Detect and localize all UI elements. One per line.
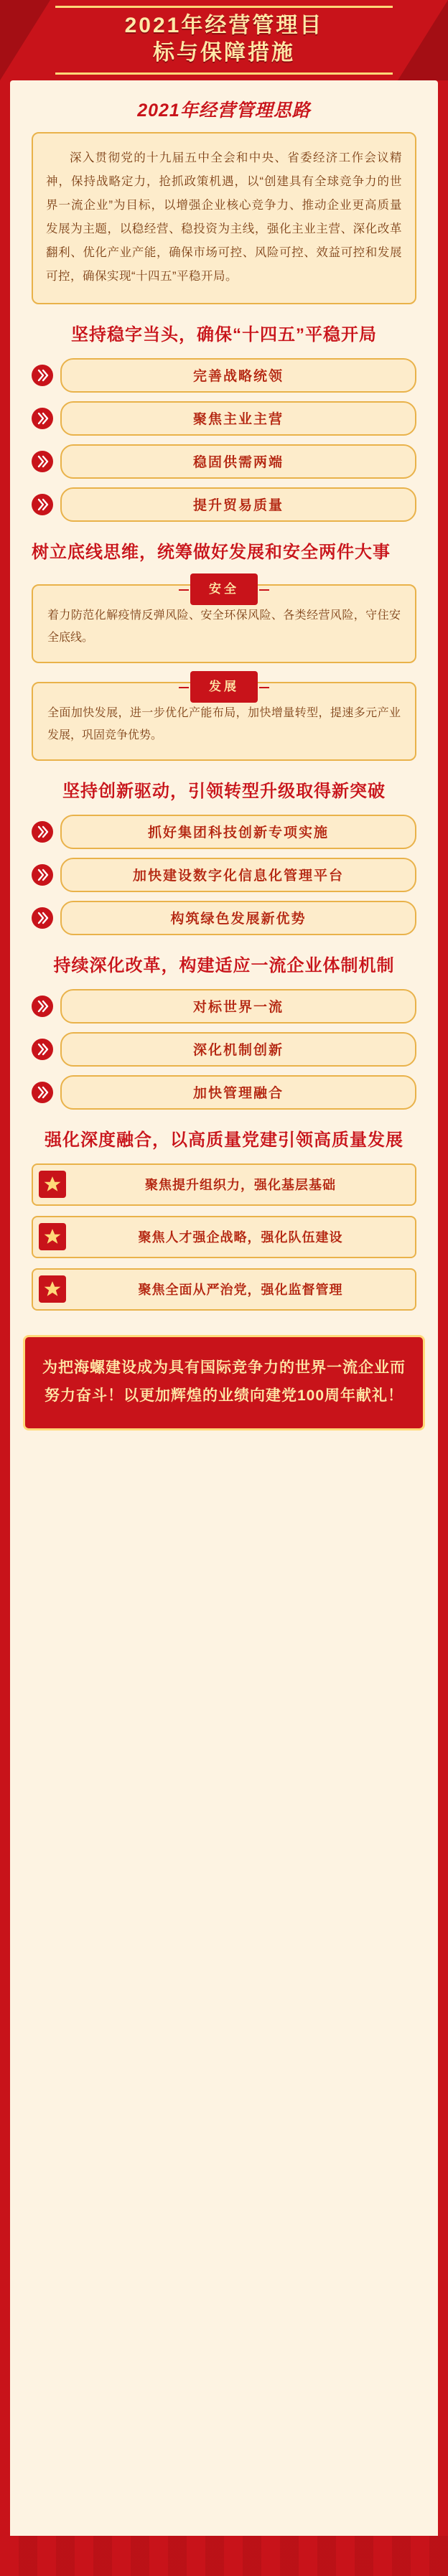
poster-header <box>0 0 448 80</box>
list-item[interactable] <box>32 444 416 479</box>
content-panel <box>10 80 438 2542</box>
thought-heading: 2021年经营管理思路 <box>137 100 311 121</box>
list-item-label: 对标世界一流 <box>60 989 416 1024</box>
star-icon <box>43 1175 62 1194</box>
list-item[interactable] <box>32 901 416 935</box>
section-4-title: 持续深化改革，构建适应一流企业体制机制 <box>53 956 395 976</box>
tagbox-safety-body: 着力防范化解疫情反弹风险、安全环保风险、各类经营风险，守住安全底线。 <box>47 609 401 644</box>
star-badge <box>39 1275 66 1303</box>
list-item[interactable] <box>32 989 416 1024</box>
list-item[interactable] <box>32 858 416 892</box>
section-4 <box>10 954 438 1110</box>
list-item-label: 构筑绿色发展新优势 <box>60 901 416 935</box>
list-item-label: 聚焦全面从严治党，强化监督管理 <box>138 1282 343 1297</box>
list-item[interactable] <box>32 358 416 393</box>
star-icon <box>43 1227 62 1246</box>
page-title <box>55 6 393 75</box>
tagbox-development-body: 全面加快发展，进一步优化产能布局，加快增量转型，提速多元产业发展，巩固竞争优势。 <box>47 706 401 742</box>
tagbox-safety <box>32 581 416 663</box>
list-item[interactable] <box>32 1075 416 1110</box>
list-item-label: 加快建设数字化信息化管理平台 <box>60 858 416 892</box>
double-chevron-right-icon <box>32 408 53 429</box>
list-item[interactable] <box>32 401 416 436</box>
list-item-label: 聚焦主业主营 <box>60 401 416 436</box>
list-item[interactable] <box>32 1163 416 1206</box>
header-corner-right <box>398 0 448 80</box>
list-item[interactable] <box>32 487 416 522</box>
double-chevron-right-icon <box>32 1039 53 1060</box>
list-item-label: 抓好集团科技创新专项实施 <box>60 815 416 849</box>
list-item-label: 完善战略统领 <box>60 358 416 393</box>
list-item[interactable] <box>32 1216 416 1258</box>
double-chevron-right-icon <box>32 864 53 886</box>
footer-slogan-wrap <box>23 1335 425 1450</box>
tagbox-development-label: 发展 <box>190 671 258 703</box>
page-title-line2: 标与保障措施 <box>153 41 295 65</box>
footer-slogan: 为把海螺建设成为具有国际竞争力的世界一流企业而努力奋斗！以更加辉煌的业绩向建党100周年献礼！ <box>23 1335 425 1431</box>
double-chevron-right-icon <box>32 1082 53 1103</box>
section-5 <box>10 1128 438 1311</box>
star-badge <box>39 1171 66 1198</box>
double-chevron-right-icon <box>32 494 53 515</box>
header-corner-left <box>0 0 50 80</box>
list-item-label: 加快管理融合 <box>60 1075 416 1110</box>
tagbox-safety-label: 安全 <box>190 573 258 605</box>
list-item-label: 深化机制创新 <box>60 1032 416 1067</box>
star-icon <box>43 1280 62 1298</box>
section-3-title: 坚持创新驱动，引领转型升级取得新突破 <box>62 782 386 802</box>
list-item[interactable] <box>32 1032 416 1067</box>
double-chevron-right-icon <box>32 907 53 929</box>
page-title-line1: 2021年经营管理目 <box>124 13 324 37</box>
star-badge <box>39 1223 66 1250</box>
section-1 <box>10 323 438 522</box>
list-item[interactable] <box>32 1268 416 1311</box>
section-1-title: 坚持稳字当头，确保“十四五”平稳开局 <box>71 325 377 345</box>
double-chevron-right-icon <box>32 451 53 472</box>
list-item-label: 聚焦提升组织力，强化基层基础 <box>145 1177 336 1192</box>
list-item[interactable] <box>32 815 416 849</box>
section-5-title: 强化深度融合，以高质量党建引领高质量发展 <box>45 1130 403 1150</box>
bottom-strip-pattern <box>0 2536 448 2576</box>
section-thought <box>10 96 438 304</box>
double-chevron-right-icon <box>32 996 53 1017</box>
section-2 <box>10 540 438 762</box>
bottom-strip <box>0 2536 448 2576</box>
section-2-title: 树立底线思维，统筹做好发展和安全两件大事 <box>32 542 391 562</box>
double-chevron-right-icon <box>32 821 53 843</box>
list-item-label: 聚焦人才强企战略，强化队伍建设 <box>138 1230 343 1245</box>
list-item-label: 稳固供需两端 <box>60 444 416 479</box>
list-item-label: 提升贸易质量 <box>60 487 416 522</box>
section-3 <box>10 779 438 935</box>
thought-body: 深入贯彻党的十九届五中全会和中央、省委经济工作会议精神，保持战略定力，抢抓政策机遇，以“创建具有全球竞争力的世界一流企业”为目标，以增强企业核心竞争力、推动企业更高质量发展为主题，以稳经营、稳投资为主线，强化主业主营、深化改革翻利、优化产业产能，确保市场可控、风险可控、效益可控和发展可控，确保实现“十四五”平稳开局。 <box>32 132 416 304</box>
double-chevron-right-icon <box>32 365 53 386</box>
tagbox-development <box>32 679 416 761</box>
